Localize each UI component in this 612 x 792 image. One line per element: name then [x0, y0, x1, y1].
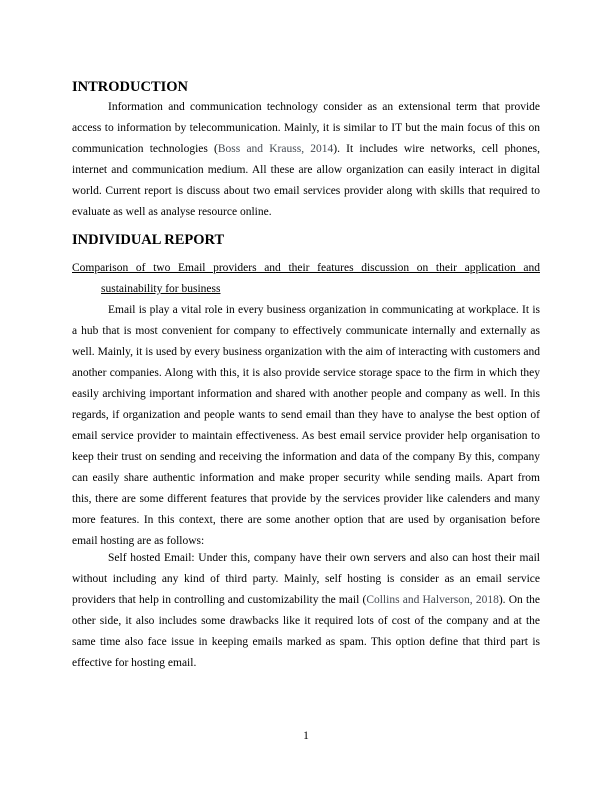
- email-role-paragraph: Email is play a vital role in every business organization in communicating at workplace. It is a hub that is most convenient for company to effectively communicate internally and externally as well. Mainly, it is used by every business organization with the aim of interacting with customers and another companies. Along with this, it is also provide service storage space to the firm in which they easily archiving important information and shared with another people and company as well. In this regards, if organization and people wants to send email than they have to analyse the best option of email service provider to maintain effectiveness. As best email service provider help organisation to keep their trust on sending and receiving the information and data of the company By this, company can easily share authentic information and make proper security while sending mails. Apart from this, there are some different features that provide by the services provider like calenders and many more features. In this context, there are some another option that are used by organisation before email hosting are as follows:: [72, 304, 540, 547]
- self-hosted-text-part2: ). On the other side, it also includes some drawbacks like it required lots of cost of the company and at the same time also face issue in keeping emails marked as spam. This option define that third part is effective for hosting email.: [72, 594, 540, 669]
- introduction-heading: INTRODUCTION: [72, 79, 189, 95]
- self-hosted-email-paragraph: [72, 548, 540, 674]
- citation-collins-halverson: Collins and Halverson, 2018: [366, 594, 499, 606]
- page-number: 1: [303, 730, 309, 742]
- subheading-line-2: sustainability for business: [101, 283, 221, 295]
- self-hosted-text-part1: Self hosted Email: Under this, company have their own servers and also can host their mail without including any kind of third party. Mainly, self hosting is consider as an email service providers that help in controlling and customizability the mail (: [72, 552, 540, 606]
- introduction-text-part2: ). It includes wire networks, cell phones, internet and communication medium. All these are allow organization can easily interact in digital world. Current report is discuss about two email services provider along with skills that required to evaluate as well as analyse resource online.: [72, 143, 540, 218]
- comparison-subheading: [72, 258, 540, 300]
- introduction-text-part1: Information and communication technology consider as an extensional term that provide access to information by telecommunication. Mainly, it is similar to IT but the main focus of this on communication technologies (: [72, 101, 540, 155]
- citation-boss-krauss: Boss and Krauss, 2014: [217, 143, 334, 155]
- introduction-paragraph: [72, 97, 540, 223]
- subheading-line-1: Comparison of two Email providers and their features discussion on their application and: [72, 262, 540, 274]
- individual-report-heading: INDIVIDUAL REPORT: [72, 232, 225, 248]
